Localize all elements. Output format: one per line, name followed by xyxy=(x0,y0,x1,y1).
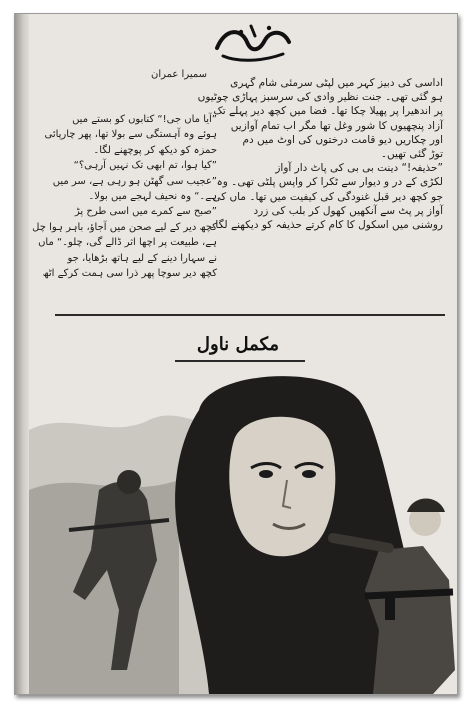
section-label: مکمل ناول xyxy=(196,334,280,355)
text-line: ہے۔“ وہ نحیف لہجے میں بولا۔ xyxy=(88,190,217,202)
right-text-column xyxy=(197,76,443,232)
text-line: لکڑی کے در و دیوار سے ٹکرا کر واپس پلٹی تھی۔ وہ xyxy=(216,176,443,189)
text-line: جو کچھ دیر قبل غنودگی کی کیفیت میں تھا۔ ماں کی xyxy=(212,190,443,203)
text-line: توڑ گئی تھیں۔ xyxy=(380,147,443,160)
text-line: ہوئے وہ آہستگی سے بولا تھا، پھر چارپائی xyxy=(44,129,217,141)
text-line: اداسی کی دبیز کہر میں لپٹی سرمئی شام گہری xyxy=(230,77,443,89)
story-illustration xyxy=(29,370,457,694)
magazine-logo xyxy=(211,22,295,68)
text-line: ”عجیب سی گھٹن ہو رہی ہے، سر میں xyxy=(52,175,217,187)
text-line: کچھ دیر سوچا پھر ذرا سی ہمت کرکے اٹھ xyxy=(42,267,217,279)
text-line: ہے، طبیعت پر اچھا اثر ڈالے گی، چلو۔“ ماں xyxy=(38,237,217,249)
section-underline xyxy=(175,360,305,362)
magazine-page xyxy=(14,13,458,695)
text-line: ”آیا ماں جی!“ کتابوں کو بستے میں xyxy=(72,114,217,125)
left-text-column xyxy=(32,112,217,281)
text-line: ”حذیفہ!“ دینت بی بی کی پاٹ دار آواز xyxy=(275,162,443,175)
page-spine-edge xyxy=(15,14,29,694)
text-line: نے سہارا دینے کے لیے ہاتھ بڑھایا، جو xyxy=(67,252,217,264)
text-line: پر اندھیرا پر پھیلا چکا تھا۔ فضا میں کچھ دیر پہلے تک xyxy=(213,105,443,118)
text-line: کچھ دیر کے لیے صحن میں آجاؤ، باہر ہوا چل xyxy=(32,221,217,233)
text-line: ”کیا ہوا، تم ابھی تک نہیں آرہی؟“ xyxy=(73,160,217,172)
author-credit: سمیرا عمران xyxy=(150,69,208,80)
text-line: ”صبح سے کمرے میں اسی طرح پڑ xyxy=(74,206,217,218)
text-line: ہو گئی تھی۔ جنت نظیر وادی کی سرسبز پہاڑی چوٹیوں xyxy=(197,91,443,104)
text-line: روشنی میں اسکول کا کام کرتے حذیفہ کو دیکھنے لگا۔ xyxy=(209,218,443,231)
section-divider xyxy=(55,314,445,316)
text-line: حمزہ کو دیکھ کر پوچھنے لگا۔ xyxy=(93,144,217,156)
text-line: آواز پر پٹ سے آنکھیں کھول کر بلب کی زرد xyxy=(253,204,443,217)
text-line: اور چکاریں دیو قامت درختوں کی اوٹ میں دم xyxy=(242,133,443,146)
text-line: آزاد پنچھیوں کا شور وغل تھا مگر اب تمام آوازیں xyxy=(230,119,443,132)
